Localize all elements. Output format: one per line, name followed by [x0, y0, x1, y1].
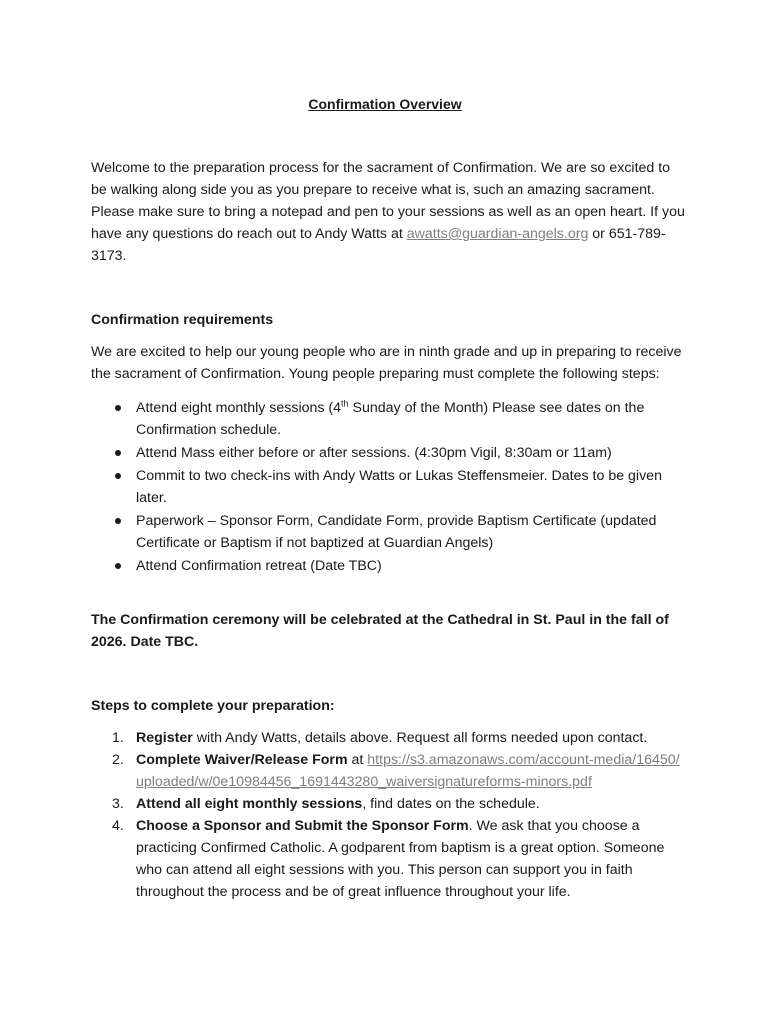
list-item: Commit to two check-ins with Andy Watts or Lukas Steffensmeier. Dates to be given later.	[91, 465, 686, 509]
step-number: 2.	[112, 752, 124, 768]
intro-section	[91, 157, 686, 267]
step-text: with Andy Watts, details above. Request all forms needed upon contact.	[192, 730, 648, 746]
bullet-text: Attend eight monthly sessions (4	[136, 400, 342, 416]
waiver-form-link[interactable]: https://s3.amazonaws.com/account-media/16450/uploaded/w/0e10984456_1691443280_waiversignatureforms-minors.pdf	[136, 752, 680, 790]
list-item	[91, 397, 686, 441]
requirements-paragraph: We are excited to help our young people who are in ninth grade and up in preparing to receive the sacrament of Confirmation. Young people preparing must complete the following steps:	[91, 344, 682, 382]
page-title: Confirmation Overview	[308, 96, 462, 112]
step-title: Register	[136, 730, 193, 746]
list-item: Attend Mass either before or after sessions. (4:30pm Vigil, 8:30am or 11am)	[91, 442, 686, 464]
step-number: 3.	[112, 796, 124, 812]
intro-paragraph	[91, 157, 686, 267]
requirements-heading: Confirmation requirements	[91, 312, 274, 328]
step-title: Complete Waiver/Release Form	[136, 752, 348, 768]
step-text: . We ask that you choose a practicing Confirmed Catholic. A godparent from baptism is a great option. Someone who can attend all eight sessions with you. This person can support you in faith throughout the process and be of great influence throughout your life.	[136, 818, 665, 900]
steps-heading: Steps to complete your preparation:	[91, 698, 335, 714]
list-item	[91, 727, 686, 749]
list-item	[91, 749, 686, 793]
ordinal-suffix: th	[341, 398, 349, 409]
list-item: Attend Confirmation retreat (Date TBC)	[91, 555, 686, 577]
requirements-list	[91, 397, 686, 577]
ceremony-section	[91, 609, 686, 653]
step-number: 4.	[112, 818, 124, 834]
requirements-section	[91, 309, 686, 578]
step-number: 1.	[112, 730, 124, 746]
bullet-text: Sunday of the Month) Please see dates on the Confirmation schedule.	[136, 400, 645, 438]
step-text: , find dates on the schedule.	[362, 796, 540, 812]
steps-list	[91, 727, 686, 903]
list-item	[91, 815, 686, 903]
steps-section	[91, 695, 686, 903]
step-title: Choose a Sponsor and Submit the Sponsor Form	[136, 818, 469, 834]
intro-phone-text: or 651-789-3173.	[91, 226, 666, 264]
intro-text: Welcome to the preparation process for the sacrament of Confirmation. We are so excited to be walking along side you as you prepare to receive what is, such an amazing sacrament. Please make sure to bring a notepad and pen to your sessions as well as an open heart. If you have any questions do reach out to Andy Watts at	[91, 160, 685, 242]
step-title: Attend all eight monthly sessions	[136, 796, 363, 812]
list-item: Paperwork – Sponsor Form, Candidate Form, provide Baptism Certificate (updated Certificate or Baptism if not baptized at Guardian Angels)	[91, 510, 686, 554]
ceremony-statement: The Confirmation ceremony will be celebrated at the Cathedral in St. Paul in the fall of 2026. Date TBC.	[91, 612, 669, 650]
list-item	[91, 793, 686, 815]
step-text: at	[347, 752, 368, 768]
email-link[interactable]: awatts@guardian-angels.org	[406, 226, 589, 242]
